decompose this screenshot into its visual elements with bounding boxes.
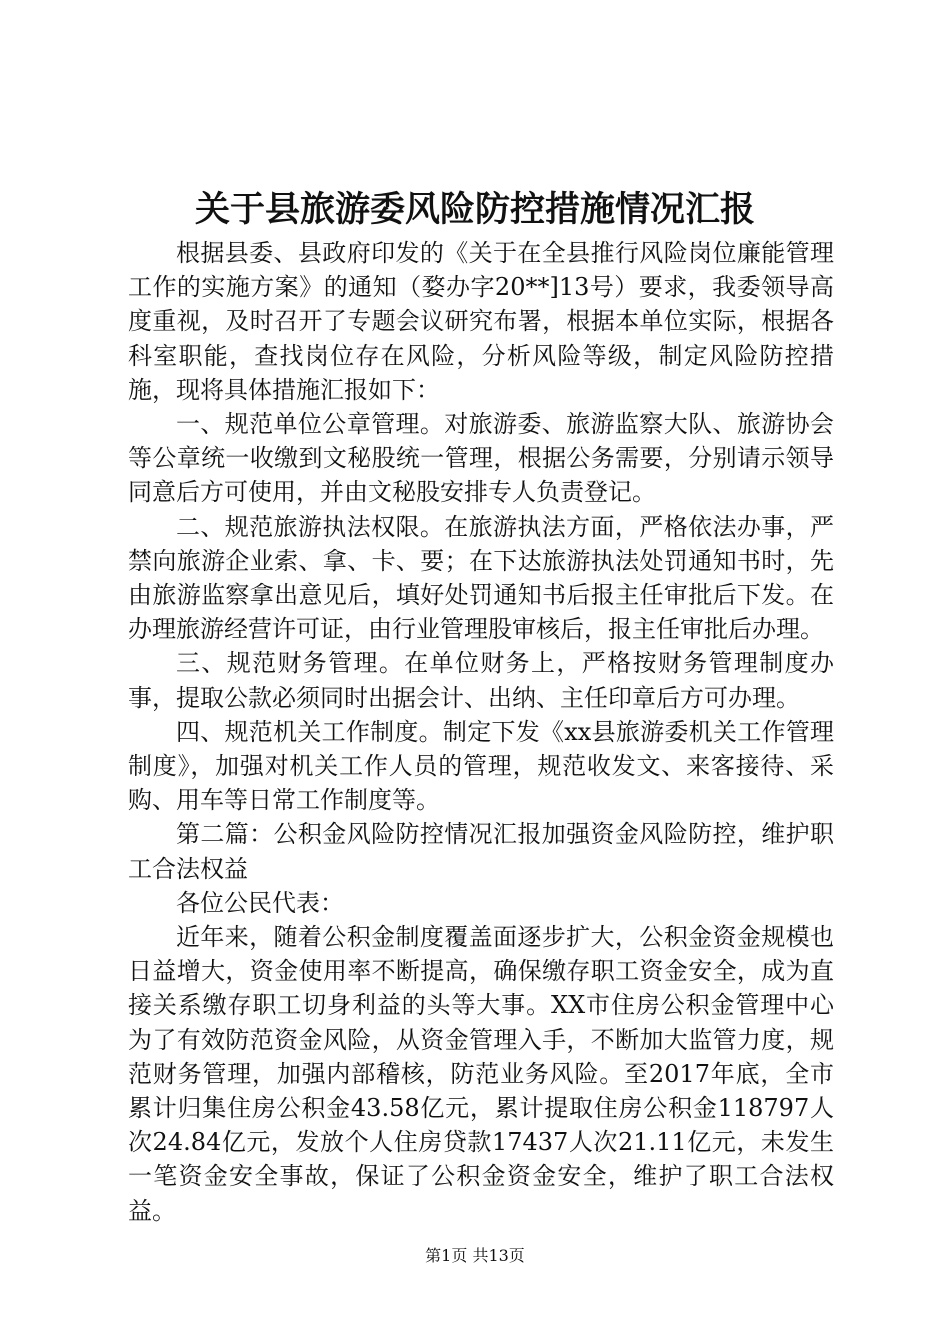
paragraph-salutation: 各位公民代表： — [176, 888, 344, 917]
paragraph-law-enforcement: 二、规范旅游执法权限。在旅游执法方面，严格依法办事，严禁向旅游企业索、拿、卡、要；在下达旅游执法处罚通知书时，先由旅游监察拿出意见后，填好处罚通知书后报主任审批后下发。在办理旅游经营许可证，由行业管理股审核后，报主任审批后办理。 — [128, 512, 834, 644]
paragraph-office-rules: 四、规范机关工作制度。制定下发《xx县旅游委机关工作管理制度》，加强对机关工作人员的管理，规范收发文、来客接待、采购、用车等日常工作制度等。 — [128, 717, 834, 815]
paragraph-provident-fund: 近年来，随着公积金制度覆盖面逐步扩大，公积金资金规模也日益增大，资金使用率不断提高，确保缴存职工资金安全，成为直接关系缴存职工切身利益的头等大事。XX市住房公积金管理中心为了有效防范资金风险，从资金管理入手，不断加大监管力度，规范财务管理，加强内部稽核，防范业务风险。至2017年底，全市累计归集住房公积金43.58亿元，累计提取住房公积金118797人次24.84亿元，发放个人住房贷款17437人次21.11亿元，未发生一笔资金安全事故，保证了公积金资金安全，维护了职工合法权益。 — [128, 923, 834, 1225]
document-body — [128, 236, 834, 1228]
paragraph-finance-management: 三、规范财务管理。在单位财务上，严格按财务管理制度办事，提取公款必须同时出据会计、出纳、主任印章后方可办理。 — [128, 649, 834, 712]
paragraph-seal-management: 一、规范单位公章管理。对旅游委、旅游监察大队、旅游协会等公章统一收缴到文秘股统一管理，根据公务需要，分别请示领导同意后方可使用，并由文秘股安排专人负责登记。 — [128, 410, 834, 507]
page-footer: 第1页 共13页 — [425, 1246, 525, 1265]
document-title: 关于县旅游委风险防控措施情况汇报 — [194, 189, 755, 230]
paragraph-intro: 根据县委、县政府印发的《关于在全县推行风险岗位廉能管理工作的实施方案》的通知（婺办字20**]13号）要求，我委领导高度重视，及时召开了专题会议研究布署，根据本单位实际，根据各科室职能，查找岗位存在风险，分析风险等级，制定风险防控措施，现将具体措施汇报如下： — [128, 239, 834, 404]
paragraph-second-article-title: 第二篇：公积金风险防控情况汇报加强资金风险防控，维护职工合法权益 — [128, 820, 834, 883]
